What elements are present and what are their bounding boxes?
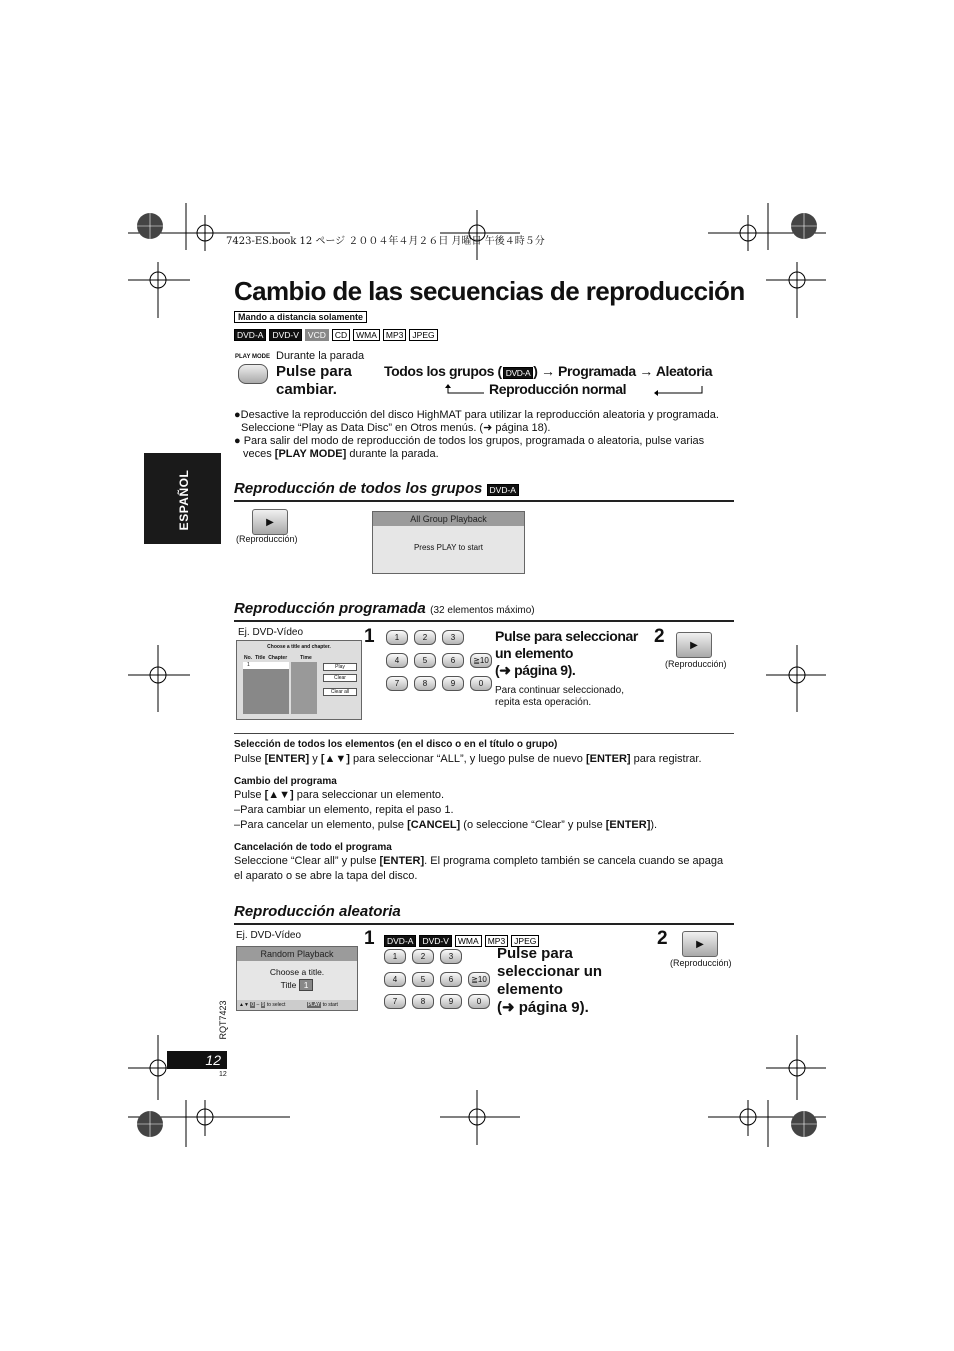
- osd-columns: No. Title Chapter Time: [244, 655, 312, 661]
- osd-buttons: [323, 663, 357, 696]
- step-1-note: Para continuar seleccionado, repita esta operación.: [495, 685, 624, 708]
- section-divider: [234, 733, 734, 734]
- play-caption: (Reproducción): [665, 659, 727, 669]
- key-2[interactable]: 2: [412, 949, 434, 964]
- disc-badges: [234, 325, 441, 343]
- play-mode-instruction: Pulse para cambiar.: [276, 363, 352, 398]
- play-button[interactable]: [252, 509, 288, 535]
- key-9[interactable]: 9: [440, 994, 462, 1009]
- step-1-number: 1: [364, 928, 375, 949]
- key-0[interactable]: 0: [470, 676, 492, 691]
- badge-wma: WMA: [455, 935, 482, 947]
- detail-text-2c: –Para cancelar un elemento, pulse [CANCEL] (o seleccione “Clear” y pulse [ENTER]).: [234, 819, 658, 831]
- badge-mp3: MP3: [383, 329, 406, 341]
- play-button[interactable]: [682, 931, 718, 957]
- key-10plus[interactable]: ≧10: [468, 972, 490, 987]
- random-step-1-text: Pulse para seleccionar un elemento (➜ página 9).: [497, 945, 603, 1016]
- osd-clear-all-button: Clear all: [323, 688, 357, 696]
- badge-jpeg: JPEG: [511, 935, 539, 947]
- key-8[interactable]: 8: [414, 676, 436, 691]
- detail-text-2: Pulse [▲▼] para seleccionar un elemento.: [234, 789, 445, 801]
- osd-all-group: [372, 511, 525, 574]
- page-number: 12: [167, 1051, 227, 1069]
- key-3[interactable]: 3: [440, 949, 462, 964]
- osd-title-value: 1: [299, 979, 314, 991]
- key-7[interactable]: 7: [384, 994, 406, 1009]
- example-label: Ej. DVD-Vídeo: [236, 930, 302, 941]
- badge-dvd-a: DVD-A: [487, 484, 519, 496]
- step-1-number: 1: [364, 626, 375, 647]
- play-button[interactable]: [676, 632, 712, 658]
- detail-heading-2: Cambio del programa: [234, 776, 337, 787]
- key-5[interactable]: 5: [414, 653, 436, 668]
- step-2-number: 2: [654, 626, 665, 647]
- key-3[interactable]: 3: [442, 630, 464, 645]
- note-2: ● Para salir del modo de reproducción de todos los grupos, programada o aleatoria, pulse varias: [234, 435, 705, 447]
- note-1b: Seleccione “Play as Data Disc” en Otros menús. (➜ página 18).: [241, 422, 551, 434]
- section-programmed: Reproducción programada (32 elementos máximo): [234, 600, 535, 617]
- badge-dvd-a: DVD-A: [384, 935, 416, 947]
- key-1[interactable]: 1: [386, 630, 408, 645]
- osd-row-1: 1: [243, 662, 289, 669]
- detail-text-1: Pulse [ENTER] y [▲▼] para seleccionar “ALL”, y luego pulse de nuevo [ENTER] para registrar.: [234, 753, 702, 765]
- play-caption: (Reproducción): [670, 958, 732, 968]
- note-2b: veces [PLAY MODE] durante la parada.: [243, 448, 439, 460]
- key-9[interactable]: 9: [442, 676, 464, 691]
- key-6[interactable]: 6: [442, 653, 464, 668]
- key-6[interactable]: 6: [440, 972, 462, 987]
- small-page-number: 12: [219, 1071, 227, 1078]
- osd-table: [243, 662, 289, 714]
- key-8[interactable]: 8: [412, 994, 434, 1009]
- example-label: Ej. DVD-Vídeo: [238, 627, 304, 638]
- key-1[interactable]: 1: [384, 949, 406, 964]
- print-header: 7423-ES.book 12 ページ ２００４年４月２６日 月曜日 午後４時５分: [226, 236, 545, 247]
- key-4[interactable]: 4: [386, 653, 408, 668]
- detail-text-2b: –Para cambiar un elemento, repita el paso 1.: [234, 804, 454, 816]
- note-1: ●Desactive la reproducción del disco HighMAT para utilizar la reproducción aleatoria y programada.: [234, 409, 719, 421]
- key-10plus[interactable]: ≧10: [470, 653, 492, 668]
- osd-play-button: Play: [323, 663, 357, 671]
- remote-only-label: Mando a distancia solamente: [234, 311, 367, 323]
- step-1-text: Pulse para seleccionar un elemento (➜ página 9).: [495, 628, 638, 678]
- detail-text-3: Seleccione “Clear all” y pulse [ENTER]. El programa completo también se cancela cuando se apaga: [234, 855, 724, 867]
- badge-cd: CD: [332, 329, 350, 341]
- section-random: Reproducción aleatoria: [234, 903, 401, 920]
- osd-program: [236, 640, 362, 720]
- section-rule: [234, 923, 734, 925]
- model-number: RQT7423: [218, 1000, 228, 1040]
- step-2-number: 2: [657, 928, 668, 949]
- page-title: Cambio de las secuencias de reproducción: [234, 276, 745, 306]
- badge-jpeg: JPEG: [409, 329, 437, 341]
- section-rule: [234, 620, 734, 622]
- play-icon: ▶: [690, 639, 698, 651]
- key-0[interactable]: 0: [468, 994, 490, 1009]
- osd-random: [236, 946, 358, 1011]
- numeric-keypad: [384, 949, 494, 1009]
- play-icon: ▶: [696, 938, 704, 950]
- play-mode-when: Durante la parada: [276, 350, 365, 362]
- play-mode-label: PLAY MODE: [235, 354, 271, 360]
- key-7[interactable]: 7: [386, 676, 408, 691]
- detail-heading-1: Selección de todos los elementos (en el disco o en el título o grupo): [234, 739, 558, 750]
- osd-footer: ▲▼ 0 – 9 to select PLAY to start: [237, 1000, 357, 1010]
- section-all-groups: Reproducción de todos los grupos DVD-A: [234, 480, 522, 497]
- key-2[interactable]: 2: [414, 630, 436, 645]
- return-label: Reproducción normal: [489, 381, 627, 397]
- section-rule: [234, 500, 734, 502]
- play-icon: ▶: [266, 516, 274, 528]
- osd-title: All Group Playback: [373, 512, 524, 526]
- detail-heading-3: Cancelación de todo el programa: [234, 842, 392, 853]
- badge-mp3: MP3: [485, 935, 508, 947]
- badge-dvd-a: DVD-A: [503, 367, 533, 379]
- play-mode-sequence: Todos los grupos ( DVD-A ) → Programada → Aleatoria: [384, 363, 713, 379]
- key-5[interactable]: 5: [412, 972, 434, 987]
- badge-dvd-v: DVD-V: [269, 329, 301, 341]
- osd-text: Press PLAY to start: [413, 543, 484, 552]
- osd-clear-button: Clear: [323, 674, 357, 682]
- detail-text-3b: el aparato o se abre la tapa del disco.: [234, 870, 418, 882]
- play-mode-button[interactable]: [238, 364, 268, 384]
- osd-text-1: Choose a title.: [269, 967, 325, 977]
- osd-caption: Choose a title and chapter.: [267, 644, 331, 650]
- badge-wma: WMA: [353, 329, 380, 341]
- play-caption: (Reproducción): [236, 534, 298, 544]
- osd-title-row: Title 1: [237, 979, 357, 991]
- badge-vcd: VCD: [305, 329, 329, 341]
- osd-time-col: [291, 662, 317, 714]
- language-tab-label: ESPAÑOL: [177, 469, 191, 531]
- osd-title: Random Playback: [237, 947, 357, 961]
- badge-dvd-a: DVD-A: [234, 329, 266, 341]
- badge-dvd-v: DVD-V: [419, 935, 451, 947]
- key-4[interactable]: 4: [384, 972, 406, 987]
- numeric-keypad: [386, 630, 496, 690]
- details: [234, 738, 734, 883]
